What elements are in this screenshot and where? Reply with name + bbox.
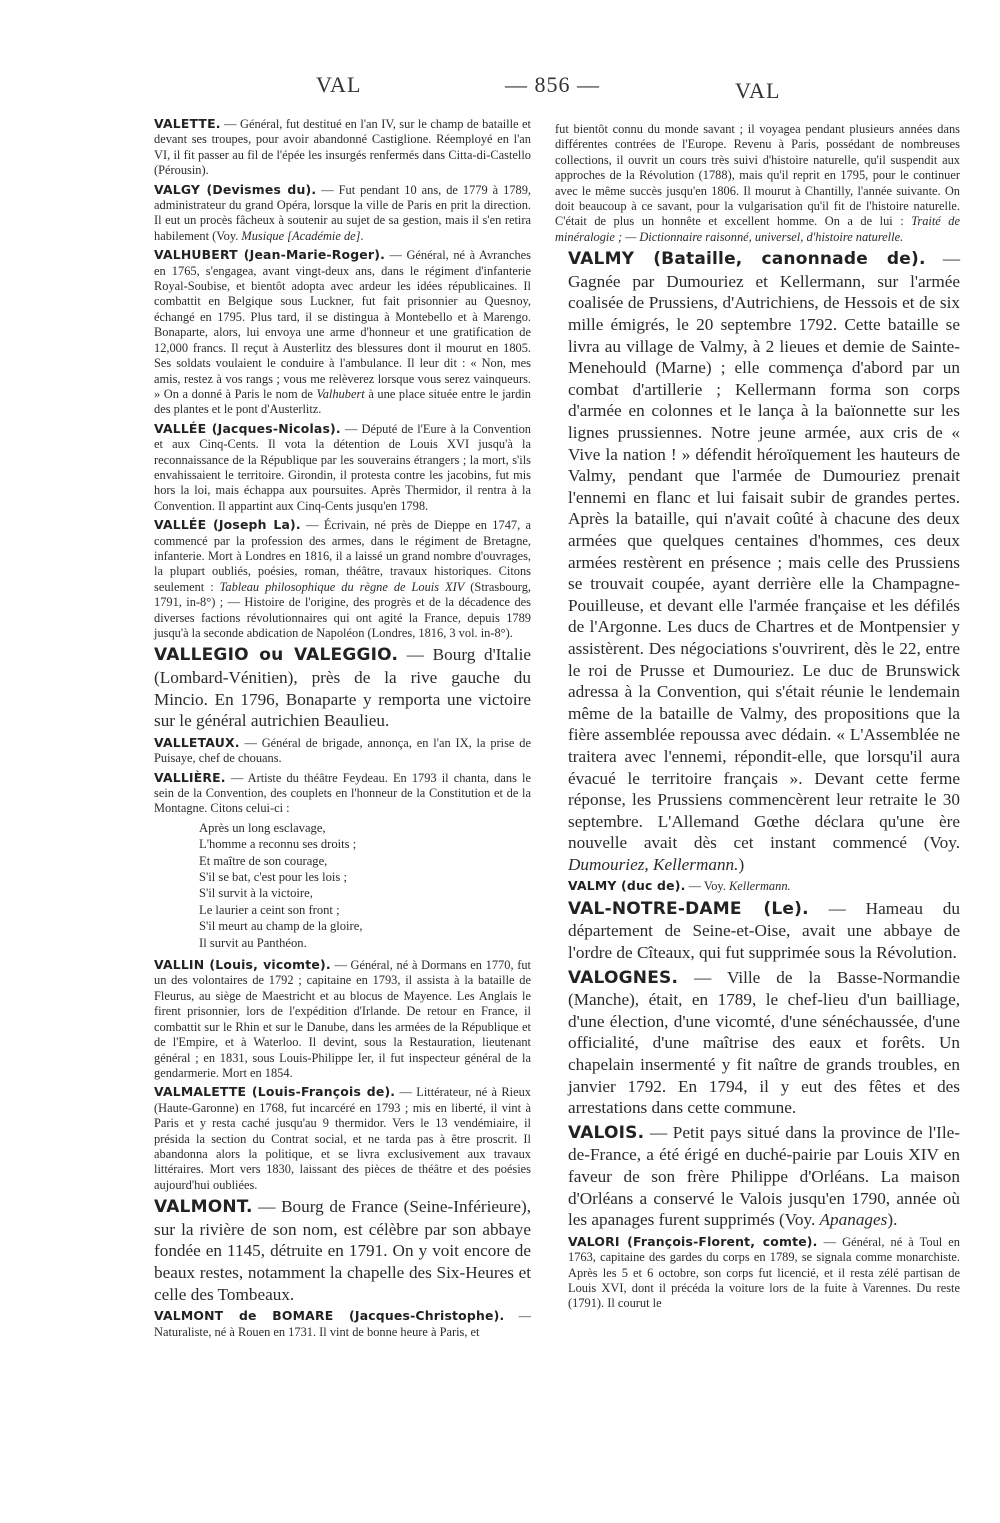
entry-citation: Valhubert — [316, 386, 365, 401]
entry-citation: Tableau philosophique du règne de Louis XIV — [219, 579, 465, 594]
entry-text: — Ville de la Basse-Normandie (Manche), était, en 1789, le chef-lieu d'un bailliage, d'une élection, d'une vicomté, d'une sénéchaussée, d'une officialité, d'une maîtrise des eaux et forêts. Un chapelain insermenté y fit naître de grands troubles, en janvier 1792. En 1794, il y eut des fêtes et des arrestations dans cette commune. — [568, 967, 960, 1118]
entry-headword: VALLIN (Louis, vicomte). — [154, 957, 331, 973]
entry-text: — Fut pendant 10 ans, de 1779 à 1789, administrateur du grand Opéra, lorsque la ville de Paris en prit la direction. Il eut un procès fâcheux à soutenir au sujet de sa gestion, mais il s'en retira habilement (Voy. — [154, 182, 531, 243]
entry-valletaux — [141, 735, 531, 767]
poem-line: S'il se bat, c'est pour les lois ; — [199, 870, 347, 885]
entry-vallee2 — [141, 517, 531, 641]
entry-valmy — [555, 248, 960, 875]
entry-citation: Apanages — [819, 1210, 888, 1230]
entry-headword: VALMY (Bataille, canonnade de). — [568, 249, 926, 270]
entry-valognes — [555, 967, 960, 1119]
poem-line: Le laurier a ceint son front ; — [199, 902, 340, 917]
entry-text: — Petit pays situé dans la province de l'Ile-de-France, a été érigé en duché-pairie par Louis XIV en faveur de son frère Philippe d'Orléans. La maison d'Orléans a conservé le Valois jusqu'en 1790, année où les apanages furent supprimés (Voy. — [568, 1122, 960, 1230]
poem-line: L'homme a reconnu ses droits ; — [199, 837, 357, 852]
right-column — [555, 122, 960, 1315]
entry-headword: VALLÉE (Jacques-Nicolas). — [154, 420, 341, 436]
entry-valhubert — [141, 247, 531, 417]
entry-headword: VAL-NOTRE-DAME (Le). — [568, 898, 809, 919]
entry-text: — Général, né à Dormans en 1770, fut un des volontaires de 1792 ; capitaine en 1793, il assista à la bataille de Fleurus, au siège de Maestricht et au blocus de Mayence. Les Anglais le firent prisonnier, lors de l'expédition d'Irlande. De retour en France, il combattit sur le Rhin et sur le Danube, dans les armées de la République et de l'Empire, et à Waterloo. Il devint, sous la Restauration, lieutenant général ; en 1831, sous Louis-Philippe Ier, il fut inspecteur général de la gendarmerie. Mort en 1854. — [154, 958, 531, 1080]
entry-text: — Littérateur, né à Rieux (Haute-Garonne) en 1768, fut incarcéré en 1793 ; mis en liberté, il vint à Paris et y resta caché jusqu'au 9 thermidor. Vers le 13 vendémiaire, il présida la section du Contrat social, et ne tarda pas à être proscrit. Il abandonna alors la politique, et se livra exclusivement aux travaux littéraires. Mort vers 1830, laissant des pièces de théâtre et des poésies aujourd'hui oubliées. — [154, 1085, 531, 1192]
running-head-left: VAL — [316, 72, 362, 97]
entry-text: — Hameau du département de Seine-et-Oise, avait une abbaye de l'ordre de Cîteaux, qui fut supprimée sous la Révolution. — [568, 898, 960, 963]
entry-headword: VALLEGIO ou VALEGGIO. — [154, 645, 399, 666]
entry-valois — [555, 1122, 960, 1231]
running-head-right: VAL — [735, 78, 781, 103]
poem-line: S'il meurt au champ de la gloire, — [199, 919, 363, 934]
entry-headword: VALOGNES. — [568, 967, 679, 988]
poem-line: Il survit au Panthéon. — [199, 935, 307, 950]
entry-text: — Bourg d'Italie (Lombard-Vénitien), près de la rive gauche du Mincio. En 1796, Bonaparte y remporta une victoire sur le général autrichien Beaulieu. — [154, 645, 531, 731]
entry-text: — Général de brigade, annonça, en l'an IX, la prise de Puisaye, chef de chouans. — [154, 735, 531, 766]
entry-headword: VALMALETTE (Louis-François de). — [154, 1084, 396, 1100]
entry-valmont — [141, 1196, 531, 1305]
entry-headword: VALLIÈRE. — [154, 769, 226, 785]
entry-tail: (Strasbourg, 1791, in-8°) ; — Histoire de l'origine, des progrès et de la décadence des diverses factions révolutionnaires qui ont agité la France, depuis 1789 jusqu'à la seconde abdication de Napoléon (Londres, 1816, 3 vol. in-8°). — [154, 579, 531, 640]
entry-text: — Député de l'Eure à la Convention et aux Cinq-Cents. Il vota la détention de Louis XVI jusqu'à la reconnaissance de la République par les souverains étrangers ; la mort, s'ils envahissaient le territoire. Girondin, il protesta contre les jacobins, fut mis hors la loi, mais échappa aux poursuites. Après Thermidor, il rentra à la Convention. Il appartint aux Cinq-Cents jusqu'en 1798. — [154, 421, 531, 513]
entry-citation: Dumouriez, Kellermann. — [568, 854, 739, 874]
entry-tail: . — [360, 228, 364, 243]
entry-citation: Traité de minéralogie ; — Dictionnaire raisonné, universel, d'histoire naturelle. — [555, 214, 960, 244]
entry-valori — [555, 1234, 960, 1312]
entry-headword: VALLÉE (Joseph La). — [154, 517, 301, 533]
entry-valmalette — [141, 1084, 531, 1193]
entry-valette — [141, 116, 531, 179]
entry-text: — Général, fut destitué en l'an IV, sur le champ de bataille et devant ses troupes, pour avoir abandonné Castiglione. Réemployé en l'an VI, il fit passer au fil de l'épée les insurgés renfermés dans Citta-di-Castello (Pérousin). — [154, 117, 531, 178]
entry-text: — Gagnée par Dumouriez et Kellermann, sur l'armée coalisée de Prussiens, d'Autrichiens, de Hessois et de six mille émigrés, le 20 septembre 1792. Cette bataille se livra au village de Valmy, à 2 lieues et demie de Sainte-Menehould (Marne) ; elle commença d'abord par un combat d'artillerie ; Kellermann forma son corps d'armée en colonnes et le lança à la baïonnette sur les lignes prussiennes. Notre jeune armée, aux cris de « Vive la nation ! » défendit héroïquement les hauteurs de Valmy, pendant que l'armée de Dumouriez prenait l'ennemi en flanc et lui faisait subir de grandes pertes. Après la bataille, qui n'avait coûté à chacune des deux armées que quelques centaines d'hommes, ces deux armées restèrent en présence ; mais celle des Prussiens se trouvait coupée, ayant derrière elle la Champagne-Pouilleuse, et devant elle l'armée française et les défilés de l'Argonne. Les ducs de Chartres et de Montpensier y assistèrent. Des négociations s'ouvrirent, dès le 22, entre le roi de Prusse et Dumouriez. Le duc de Brunswick adressa à la Convention, qui s'était réunie le lendemain même de la bataille de Valmy, des propositions que la fière assemblée repoussa avec dédain. « L'Assemblée ne traitera avec l'ennemi, répondit-elle, que lorsqu'il aura évacué le territoire français ». Devant cette ferme réponse, les Prussiens commencèrent leur retraite le 30 septembre. L'Allemand Gœthe déclara qu'une ère nouvelle avait dès cet instant commencé (Voy. — [568, 249, 960, 853]
entry-headword: VALMONT. — [154, 1197, 253, 1218]
entry-headword: VALORI (François-Florent, comte). — [568, 1233, 818, 1249]
entry-text: — Bourg de France (Seine-Inférieure), sur la rivière de son nom, est célèbre par son abbaye fondée en 1145, détruite en 1791. On y voit encore de beaux restes, notamment la chapelle des Six-Heures et celle des Tombeaux. — [154, 1197, 531, 1304]
entry-text: — Général, né à Toul en 1763, capitaine des gardes du corps en 1789, se signala comme monarchiste. Après les 5 et 6 octobre, son corps fut licencié, et il resta zélé partisan de Louis XVI, dont il précéda la voiture lors de la fuite à Varennes. Du reste (1791). Il courut le — [568, 1234, 960, 1311]
entry-valliere — [141, 770, 531, 817]
entry-text: — Voy. — [685, 879, 730, 894]
page-header — [0, 72, 1000, 112]
entry-vallee1 — [141, 421, 531, 514]
entry-tail: ) — [738, 854, 745, 874]
entry-text: — Écrivain, né près de Dieppe en 1747, a commencé par la profession des armes, dans le régiment de Bretagne, infanterie. Mort à Londres en 1816, il a laissé un grand nombre d'ouvrages, la plupart oubliés, poésies, roman, théâtre, travaux historiques. Citons seulement : — [154, 518, 531, 594]
entry-citation: Kellermann. — [729, 879, 791, 894]
entry-valgy — [141, 182, 531, 245]
page-number: — 856 — — [505, 72, 600, 97]
entry-tail: ). — [887, 1210, 898, 1230]
entry-headword: VALOIS. — [568, 1122, 645, 1143]
poem-line: Après un long esclavage, — [199, 820, 326, 835]
entry-text: — Artiste du théâtre Feydeau. En 1793 il chanta, dans le sein de la Convention, des couplets en l'honneur de la Constitution et de la Montagne. Citons celui-ci : — [154, 770, 531, 816]
entry-headword: VALGY (Devismes du). — [154, 181, 317, 197]
poem — [199, 820, 531, 951]
entry-headword: VALLETAUX. — [154, 734, 240, 750]
entry-headword: VALETTE. — [154, 116, 221, 131]
entry-text: fut bientôt connu du monde savant ; il voyagea pendant plusieurs années dans différentes contrées de l'Europe. Revenu à Paris, possédant de nombreuses collections, il ouvrit un cours très suivi d'histoire naturelle, qu'il suspendit aux approches de la Révolution (1788), mais qu'il reprit en 1795, pour le continuer avec le même succès jusqu'en 1806. Il mourut à Chantilly, l'année suivante. On doit beaucoup à ce savant, pour la vulgarisation qu'il fit de l'histoire naturelle. C'était de plus un honnête et excellent homme. On a de lui : — [555, 122, 960, 229]
entry-text: — Général, né à Avranches en 1765, s'engagea, avant vingt-deux ans, dans le régiment d'infanterie Royal-Soubise, et bientôt adopta avec ardeur les idées républicaines. Il combattit en Belgique sous Luckner, fut fait prisonnier au Quesnoy, échangé en 1795. Plus tard, il se distingua à Montebello et à Marengo. Bonaparte, alors, lui envoya une arme d'honneur et une gratification de 12,000 francs. Il reçut à Austerlitz des blessures dont il mourut en 1805. Ses soldats voulaient le conduire à l'ambulance. Il leur dit : « Non, mes amis, restez à vos rangs ; vous me relèverez lorsque vous serez vainqueurs. » On a donné à Paris le nom de — [154, 248, 531, 401]
entry-val-notre-dame — [555, 898, 960, 964]
poem-line: S'il survit à la victoire, — [199, 886, 313, 901]
entry-headword: VALMONT de BOMARE (Jacques-Christophe). — [154, 1308, 505, 1324]
entry-vallegio — [141, 644, 531, 731]
entry-valmy-duc — [555, 878, 960, 894]
poem-line: Et maître de son courage, — [199, 853, 328, 868]
entry-citation: Musique [Académie de] — [241, 228, 361, 243]
entry-valmont-bomare — [141, 1308, 531, 1340]
entry-text: — Naturaliste, né à Rouen en 1731. Il vint de bonne heure à Paris, et — [154, 1309, 531, 1339]
entry-vallin — [141, 957, 531, 1081]
entry-headword: VALMY (duc de). — [568, 878, 686, 894]
left-column — [141, 116, 531, 1343]
entry-headword: VALHUBERT (Jean-Marie-Roger). — [154, 247, 385, 263]
entry-tail: à une place située entre le jardin des plantes et le pont d'Austerlitz. — [154, 386, 531, 417]
entry-valmont-bomare-cont — [555, 122, 960, 245]
